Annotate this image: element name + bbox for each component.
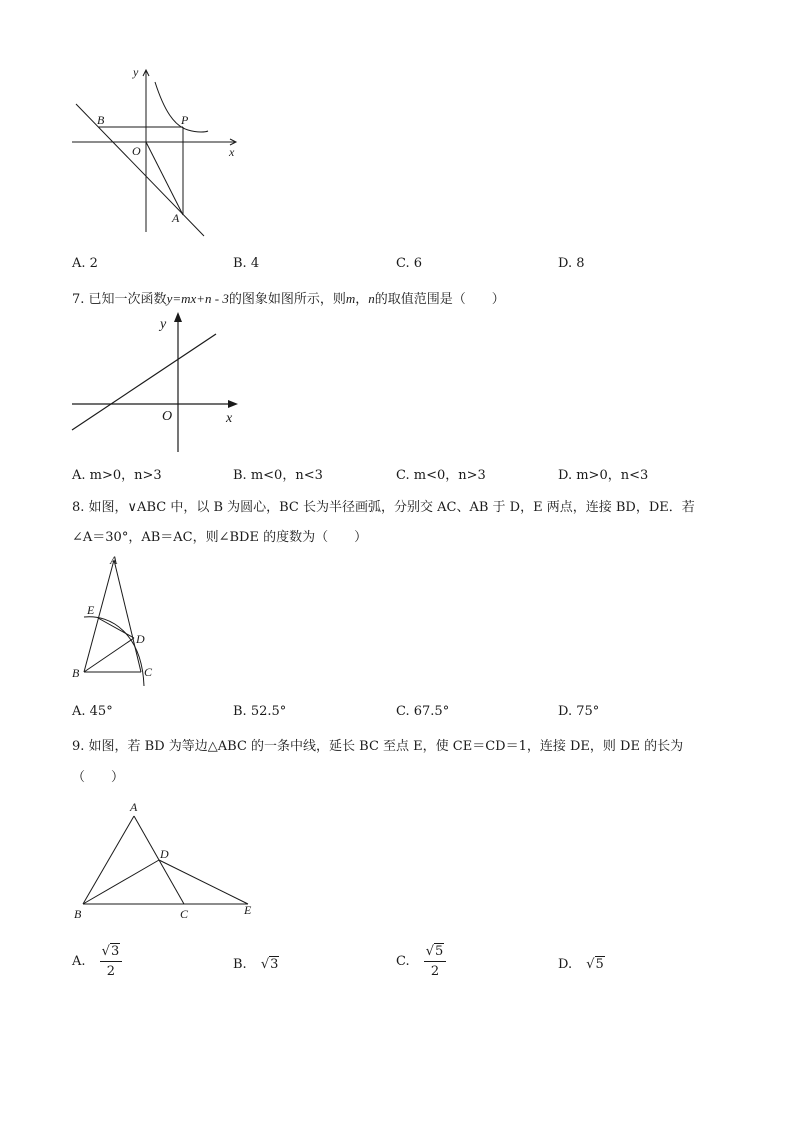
q9-stem-line2: （ ） — [72, 770, 125, 785]
q9-label-b: B — [74, 907, 82, 921]
q9-segment-ab — [83, 816, 134, 904]
q9-label-d: D — [160, 847, 169, 861]
radicand: 3 — [270, 957, 279, 972]
q7-equation: y=mx+n - 3 — [166, 291, 229, 306]
q7-option-c[interactable] — [396, 464, 486, 483]
q9-option-d[interactable] — [558, 957, 605, 972]
option-letter: B. — [233, 468, 251, 483]
option-text: 52.5° — [250, 704, 287, 719]
option-text: m>0，n<3 — [576, 468, 649, 483]
q7-number: 7. — [72, 292, 89, 307]
q7-figure — [60, 308, 250, 458]
q8-option-d[interactable] — [558, 704, 599, 719]
option-letter: B. — [233, 957, 251, 972]
q7-x-arrow — [228, 400, 238, 408]
q7-y-arrow — [174, 312, 182, 322]
q9-option-c[interactable] — [396, 944, 446, 979]
sqrt: √5 — [425, 944, 444, 959]
option-letter: A. — [72, 256, 90, 271]
option-letter: C. — [396, 256, 414, 271]
radicand: 5 — [435, 944, 444, 959]
q6-figure — [60, 60, 250, 240]
option-text: m<0，n<3 — [250, 468, 323, 483]
q7-var-m: m — [345, 291, 356, 306]
q6-label-p: P — [181, 113, 189, 127]
option-text: 4 — [250, 256, 260, 271]
option-letter: C. — [396, 704, 414, 719]
q6-option-a[interactable] — [72, 256, 98, 271]
q9-label-a: A — [130, 800, 138, 814]
option-text: 67.5° — [413, 704, 450, 719]
q9-segment-de — [159, 860, 248, 904]
q6-option-c[interactable] — [396, 256, 422, 271]
q6-label-o: O — [132, 144, 141, 158]
q7-function-line — [72, 334, 216, 430]
q8-label-e: E — [87, 603, 95, 617]
q9-figure — [66, 796, 266, 926]
q7-var-n: n — [368, 291, 375, 306]
option-letter: D. — [558, 256, 577, 271]
q8-label-b: B — [72, 666, 80, 680]
q7-label-x: x — [226, 411, 233, 426]
denominator: 2 — [106, 964, 116, 979]
q9-label-c: C — [180, 907, 189, 921]
q9-option-a[interactable] — [72, 944, 122, 979]
q8-option-a[interactable] — [72, 704, 113, 719]
radicand: 5 — [595, 957, 604, 972]
q6-segment-oa — [146, 142, 183, 215]
option-text: 45° — [89, 704, 113, 719]
option-letter: D. — [558, 468, 577, 483]
q6-option-b[interactable] — [233, 256, 259, 271]
radicand: 3 — [110, 944, 120, 959]
option-letter: B. — [233, 256, 251, 271]
sqrt: √3 — [101, 944, 120, 959]
q6-label-x: x — [229, 145, 235, 159]
q8-option-c[interactable] — [396, 704, 449, 719]
q7-stem-b: 的图象如图所示，则 — [228, 292, 346, 307]
q6-option-d[interactable] — [558, 256, 585, 271]
option-letter: A. — [72, 954, 90, 969]
q6-label-b: B — [97, 113, 105, 127]
q7-option-d[interactable] — [558, 464, 648, 483]
q9-segment-bd — [83, 860, 159, 904]
q8-label-d: D — [136, 632, 145, 646]
option-letter: A. — [72, 704, 90, 719]
option-text: m<0，n>3 — [413, 468, 486, 483]
sqrt: √5 — [586, 957, 604, 972]
q8-stem-line2: ∠A＝30°，AB＝AC，则∠BDE 的度数为（ ） — [72, 530, 368, 545]
option-letter: C. — [396, 468, 414, 483]
fraction — [100, 944, 123, 979]
q6-label-y: y — [133, 65, 139, 79]
q7-stem-c: 的取值范围是（ ） — [374, 292, 505, 307]
option-letter: A. — [72, 468, 90, 483]
q9-stem-line1: 9. 如图，若 BD 为等边△ABC 的一条中线，延长 BC 至点 E，使 CE＝CD＝1，连接 DE，则 DE 的长为 — [72, 739, 684, 754]
q8-option-b[interactable] — [233, 704, 286, 719]
option-letter: D. — [558, 704, 577, 719]
option-text: 6 — [413, 256, 423, 271]
q7-option-b[interactable] — [233, 464, 323, 483]
fraction — [424, 944, 447, 979]
option-text: 2 — [89, 256, 98, 271]
q8-label-c: C — [144, 665, 153, 679]
q9-option-b[interactable] — [233, 957, 279, 972]
option-letter: C. — [396, 954, 414, 969]
denominator: 2 — [430, 964, 440, 979]
q9-label-e: E — [244, 903, 252, 917]
option-letter: B. — [233, 704, 251, 719]
q8-label-a: A — [110, 553, 118, 567]
option-text: m>0，n>3 — [89, 468, 162, 483]
option-text: 75° — [576, 704, 600, 719]
q7-label-y: y — [160, 317, 167, 332]
q8-figure — [66, 552, 166, 692]
option-text: 8 — [576, 256, 585, 271]
q7-stem — [72, 288, 505, 307]
q7-stem-a: 已知一次函数 — [88, 292, 167, 307]
sqrt: √3 — [260, 957, 279, 972]
option-letter: D. — [558, 957, 577, 972]
q7-comma: ， — [355, 292, 369, 307]
q8-segment-ac — [114, 560, 141, 672]
q7-option-a[interactable] — [72, 464, 162, 483]
q8-stem-line1: 8. 如图，∨ABC 中，以 B 为圆心，BC 长为半径画弧，分别交 AC、AB 于 D，E 两点，连接 BD，DE．若 — [72, 500, 695, 515]
q7-label-o: O — [162, 409, 173, 424]
q6-label-a: A — [172, 211, 180, 225]
